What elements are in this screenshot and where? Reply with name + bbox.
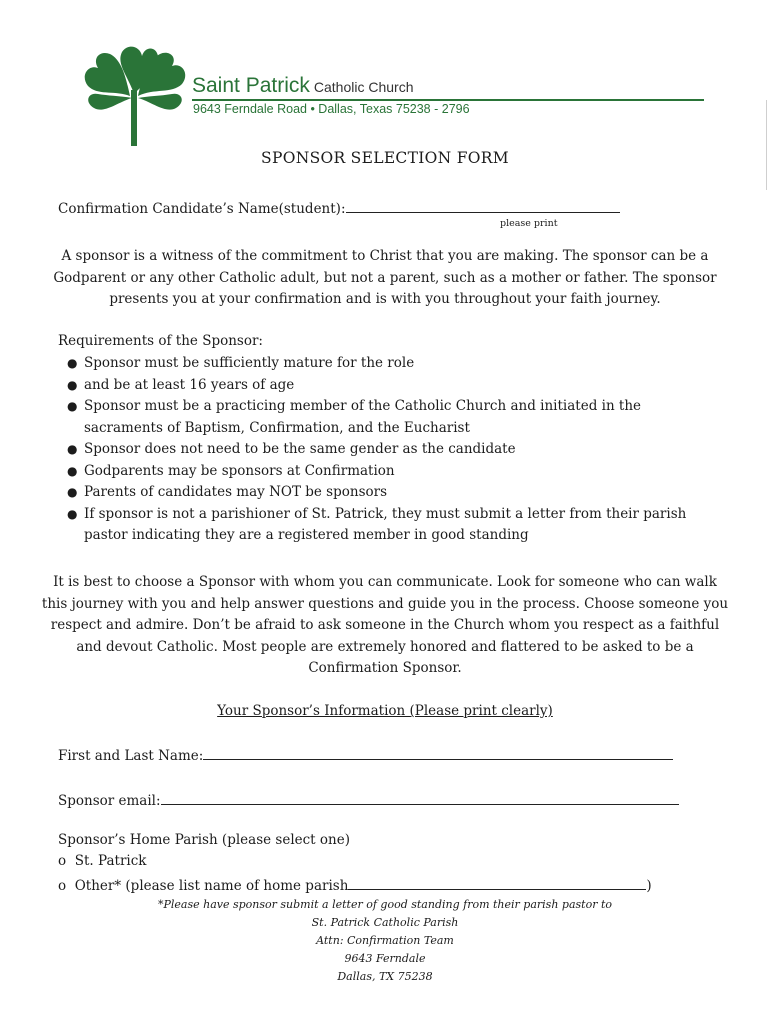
sponsor-name-row [58, 745, 673, 764]
intro-line: Godparent or any other Catholic adult, but not a parent, such as a mother or father. The sponsor [53, 269, 717, 286]
requirement-item: ● Sponsor must be a practicing member of the Catholic Church and initiated in the sacraments of Baptism, Confirmation, and the Eucharist [67, 398, 642, 436]
mailing-address-line: 9643 Ferndale [344, 952, 426, 965]
candidate-name-label: Confirmation Candidate’s Name(student): [58, 201, 346, 217]
option-st-patrick-label: St. Patrick [74, 853, 147, 869]
advice-line: It is best to choose a Sponsor with whom you can communicate. Look for someone who can walk [53, 574, 717, 590]
candidate-name-hint: please print [500, 218, 558, 229]
other-parish-field[interactable] [348, 875, 646, 890]
intro-line: A sponsor is a witness of the commitment to Christ that you are making. The sponsor can be a [61, 248, 709, 264]
option-st-patrick[interactable] [58, 853, 146, 869]
requirements-heading: Requirements of the Sponsor: [58, 333, 263, 349]
sponsor-email-row [58, 790, 679, 809]
bullet-icon: ● [67, 506, 78, 521]
requirement-item: ● Godparents may be sponsors at Confirmation [58, 461, 718, 483]
bullet-icon: ● [67, 377, 78, 392]
church-address: 9643 Ferndale Road • Dallas, Texas 75238 - 2796 [193, 102, 470, 116]
page-edge-divider [766, 100, 767, 190]
requirement-item: ● Sponsor does not need to be the same gender as the candidate [58, 439, 718, 461]
radio-circle-icon[interactable]: o [58, 853, 67, 869]
requirement-item: ● and be at least 16 years of age [58, 375, 718, 397]
letterhead [82, 44, 706, 148]
requirements-list [58, 353, 718, 547]
mailing-note: *Please have sponsor submit a letter of good standing from their parish pastor to [157, 898, 612, 911]
sponsor-email-field[interactable] [161, 790, 679, 805]
bullet-icon: ● [67, 356, 78, 370]
shamrock-icon [82, 44, 190, 148]
advice-line: this journey with you and help answer questions and guide you in the process. Choose someone you [41, 595, 729, 612]
bullet-icon: ● [67, 399, 78, 413]
candidate-name-field[interactable] [346, 198, 620, 213]
church-title [192, 74, 414, 98]
sponsor-email-label: Sponsor email: [58, 793, 161, 809]
bullet-icon: ● [67, 442, 78, 456]
sponsor-info-heading: Your Sponsor’s Information (Please print clearly) [217, 703, 553, 719]
home-parish-label: Sponsor’s Home Parish (please select one) [58, 832, 350, 848]
form-title: SPONSOR SELECTION FORM [261, 149, 509, 167]
advice-paragraph [20, 572, 750, 680]
close-paren: ) [646, 878, 652, 894]
option-other[interactable] [58, 875, 652, 894]
sponsor-name-label: First and Last Name: [58, 748, 204, 764]
advice-line: respect and admire. Don’t be afraid to ask someone in the Church whom you respect as a faithful [50, 617, 720, 633]
intro-paragraph [40, 246, 730, 311]
letterhead-rule [192, 99, 704, 101]
sponsor-name-field[interactable] [203, 745, 673, 760]
advice-line: Confirmation Sponsor. [308, 660, 462, 676]
requirement-item: ● Parents of candidates may NOT be sponsors [58, 482, 718, 504]
candidate-name-row [58, 198, 620, 217]
mailing-address-line: Attn: Confirmation Team [316, 934, 454, 947]
church-name: Saint Patrick [192, 74, 310, 97]
mailing-address-line: St. Patrick Catholic Parish [311, 916, 459, 929]
radio-circle-icon[interactable]: o [58, 878, 67, 894]
intro-line: presents you at your confirmation and is with you throughout your faith journey. [109, 291, 661, 307]
church-name-suffix: Catholic Church [313, 79, 414, 95]
option-other-label: Other* (please list name of home parish [74, 878, 349, 894]
bullet-icon: ● [67, 485, 78, 499]
bullet-icon: ● [67, 463, 78, 478]
requirement-item: ● If sponsor is not a parishioner of St. Patrick, they must submit a letter from their parish pastor indicating they are a registered member in good standing [67, 505, 687, 543]
advice-line: and devout Catholic. Most people are extremely honored and flattered to be asked to be a [76, 638, 694, 655]
requirement-item: ● Sponsor must be sufficiently mature for the role [58, 353, 718, 375]
mailing-address-line: Dallas, TX 75238 [337, 970, 433, 983]
